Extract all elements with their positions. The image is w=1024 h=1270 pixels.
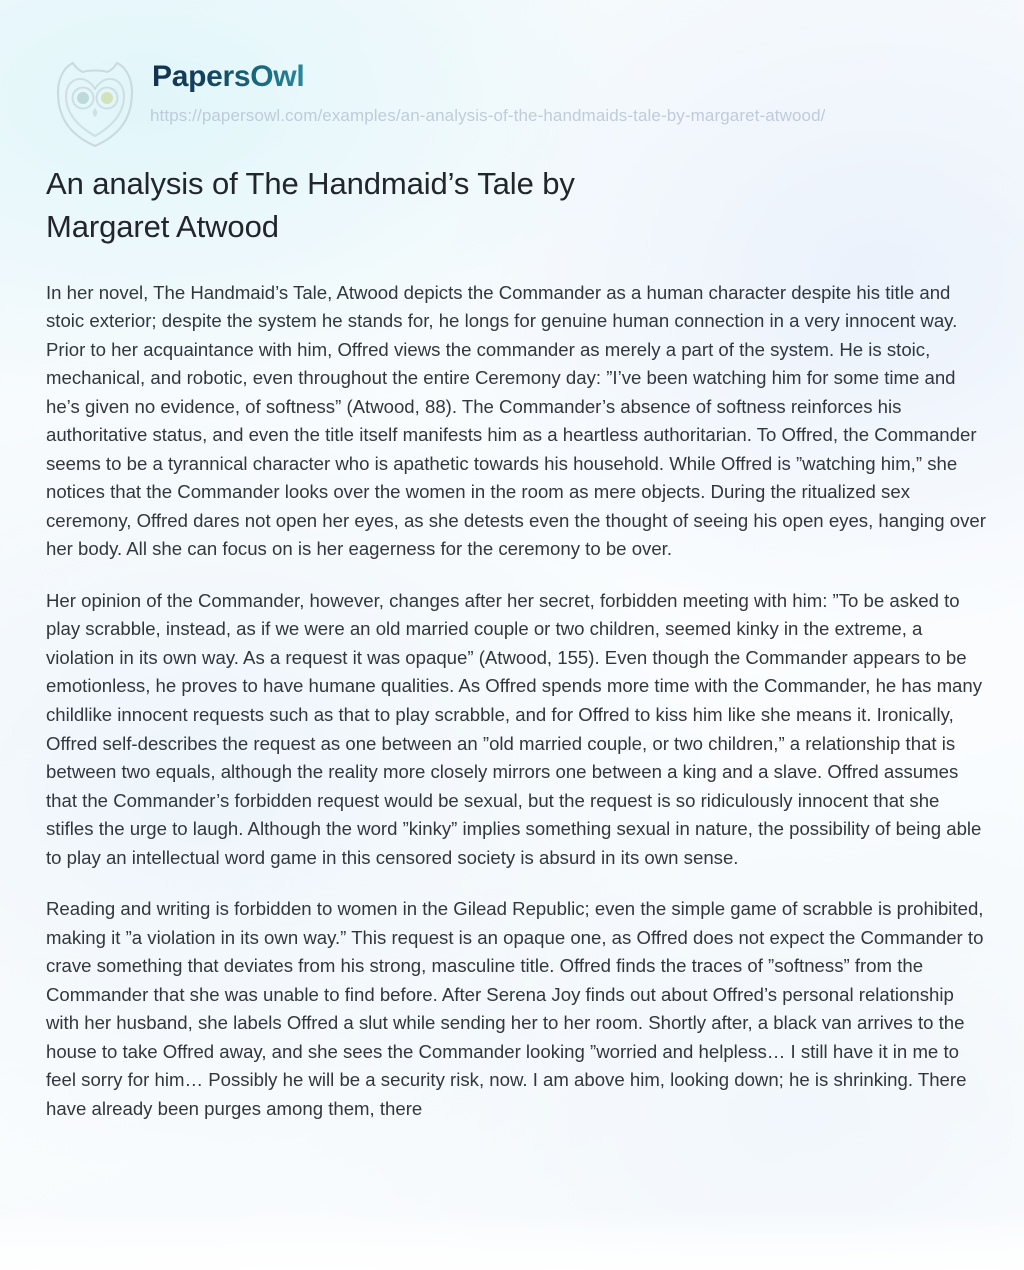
site-header bbox=[0, 0, 1024, 150]
article-paragraph: Reading and writing is forbidden to women in the Gilead Republic; even the simple game of scrabble is prohibited, making it ”a violation in its own way.” This request is an opaque one, as Offred does not expect the Commander to crave something that deviates from his strong, masculine title. Offred finds the traces of ”softness” from the Commander that she was unable to find before. After Serena Joy finds out about Offred’s personal relationship with her husband, she labels Offred a slut while sending her to her room. Shortly after, a black van arrives to the house to take Offred away, and she sees the Commander looking ”worried and helpless… I still have it in me to feel sorry for him… Possibly he will be a security risk, now. I am above him, looking down; he is shrinking. There have already been purges among them, there bbox=[46, 898, 984, 1119]
brand-wordmark[interactable]: PapersOwl bbox=[152, 60, 305, 93]
owl-logo-icon bbox=[52, 58, 138, 148]
article-paragraph: Her opinion of the Commander, however, changes after her secret, forbidden meeting with him: ”To be asked to play scrabble, instead, as if we were an old married couple or two children, seemed kinky in the extreme, a violation in its own way. As a request it was opaque” (Atwood, 155). Even though the Commander appears to be emotionless, he proves to have humane qualities. As Offred spends more time with the Commander, he has many childlike innocent requests such as that to play scrabble, and for Offred to kiss him like she means it. Ironically, Offred self-describes the request as one between an ”old married couple, or two children,” a relationship that is between two equals, although the reality more closely mirrors one between a king and a slave. Offred assumes that the Commander’s forbidden request would be sexual, but the request is so ridiculously innocent that she stifles the urge to laugh. Although the word ”kinky” implies something sexual in nature, the possibility of being able to play an intellectual word game in this censored society is absurd in its own sense. bbox=[46, 589, 983, 868]
source-url-link[interactable]: https://papersowl.com/examples/an-analysis-of-the-handmaids-tale-by-margaret-atwood/ bbox=[150, 106, 826, 125]
article-body bbox=[46, 163, 992, 1123]
article-paragraph: In her novel, The Handmaid’s Tale, Atwood depicts the Commander as a human character despite his title and stoic exterior; despite the system he stands for, he longs for genuine human connection in a very innocent way. Prior to her acquaintance with him, Offred views the commander as merely a part of the system. He is stoic, mechanical, and robotic, even throughout the entire Ceremony day: ”I’ve been watching him for some time and he’s given no evidence, of softness” (Atwood, 88). The Commander’s absence of softness reinforces his authoritative status, and even the title itself manifests him as a heartless authoritarian. To Offred, the Commander seems to be a tyrannical character who is apathetic towards his household. While Offred is ”watching him,” she notices that the Commander looks over the women in the room as mere objects. During the ritualized sex ceremony, Offred dares not open her eyes, as she detests even the thought of seeing his open eyes, hanging over her body. All she can focus on is her eagerness for the ceremony to be over. bbox=[46, 281, 986, 560]
page-title: An analysis of The Handmaid’s Tale by Margaret Atwood bbox=[46, 166, 575, 244]
page-bottom-fade bbox=[0, 1210, 1024, 1270]
